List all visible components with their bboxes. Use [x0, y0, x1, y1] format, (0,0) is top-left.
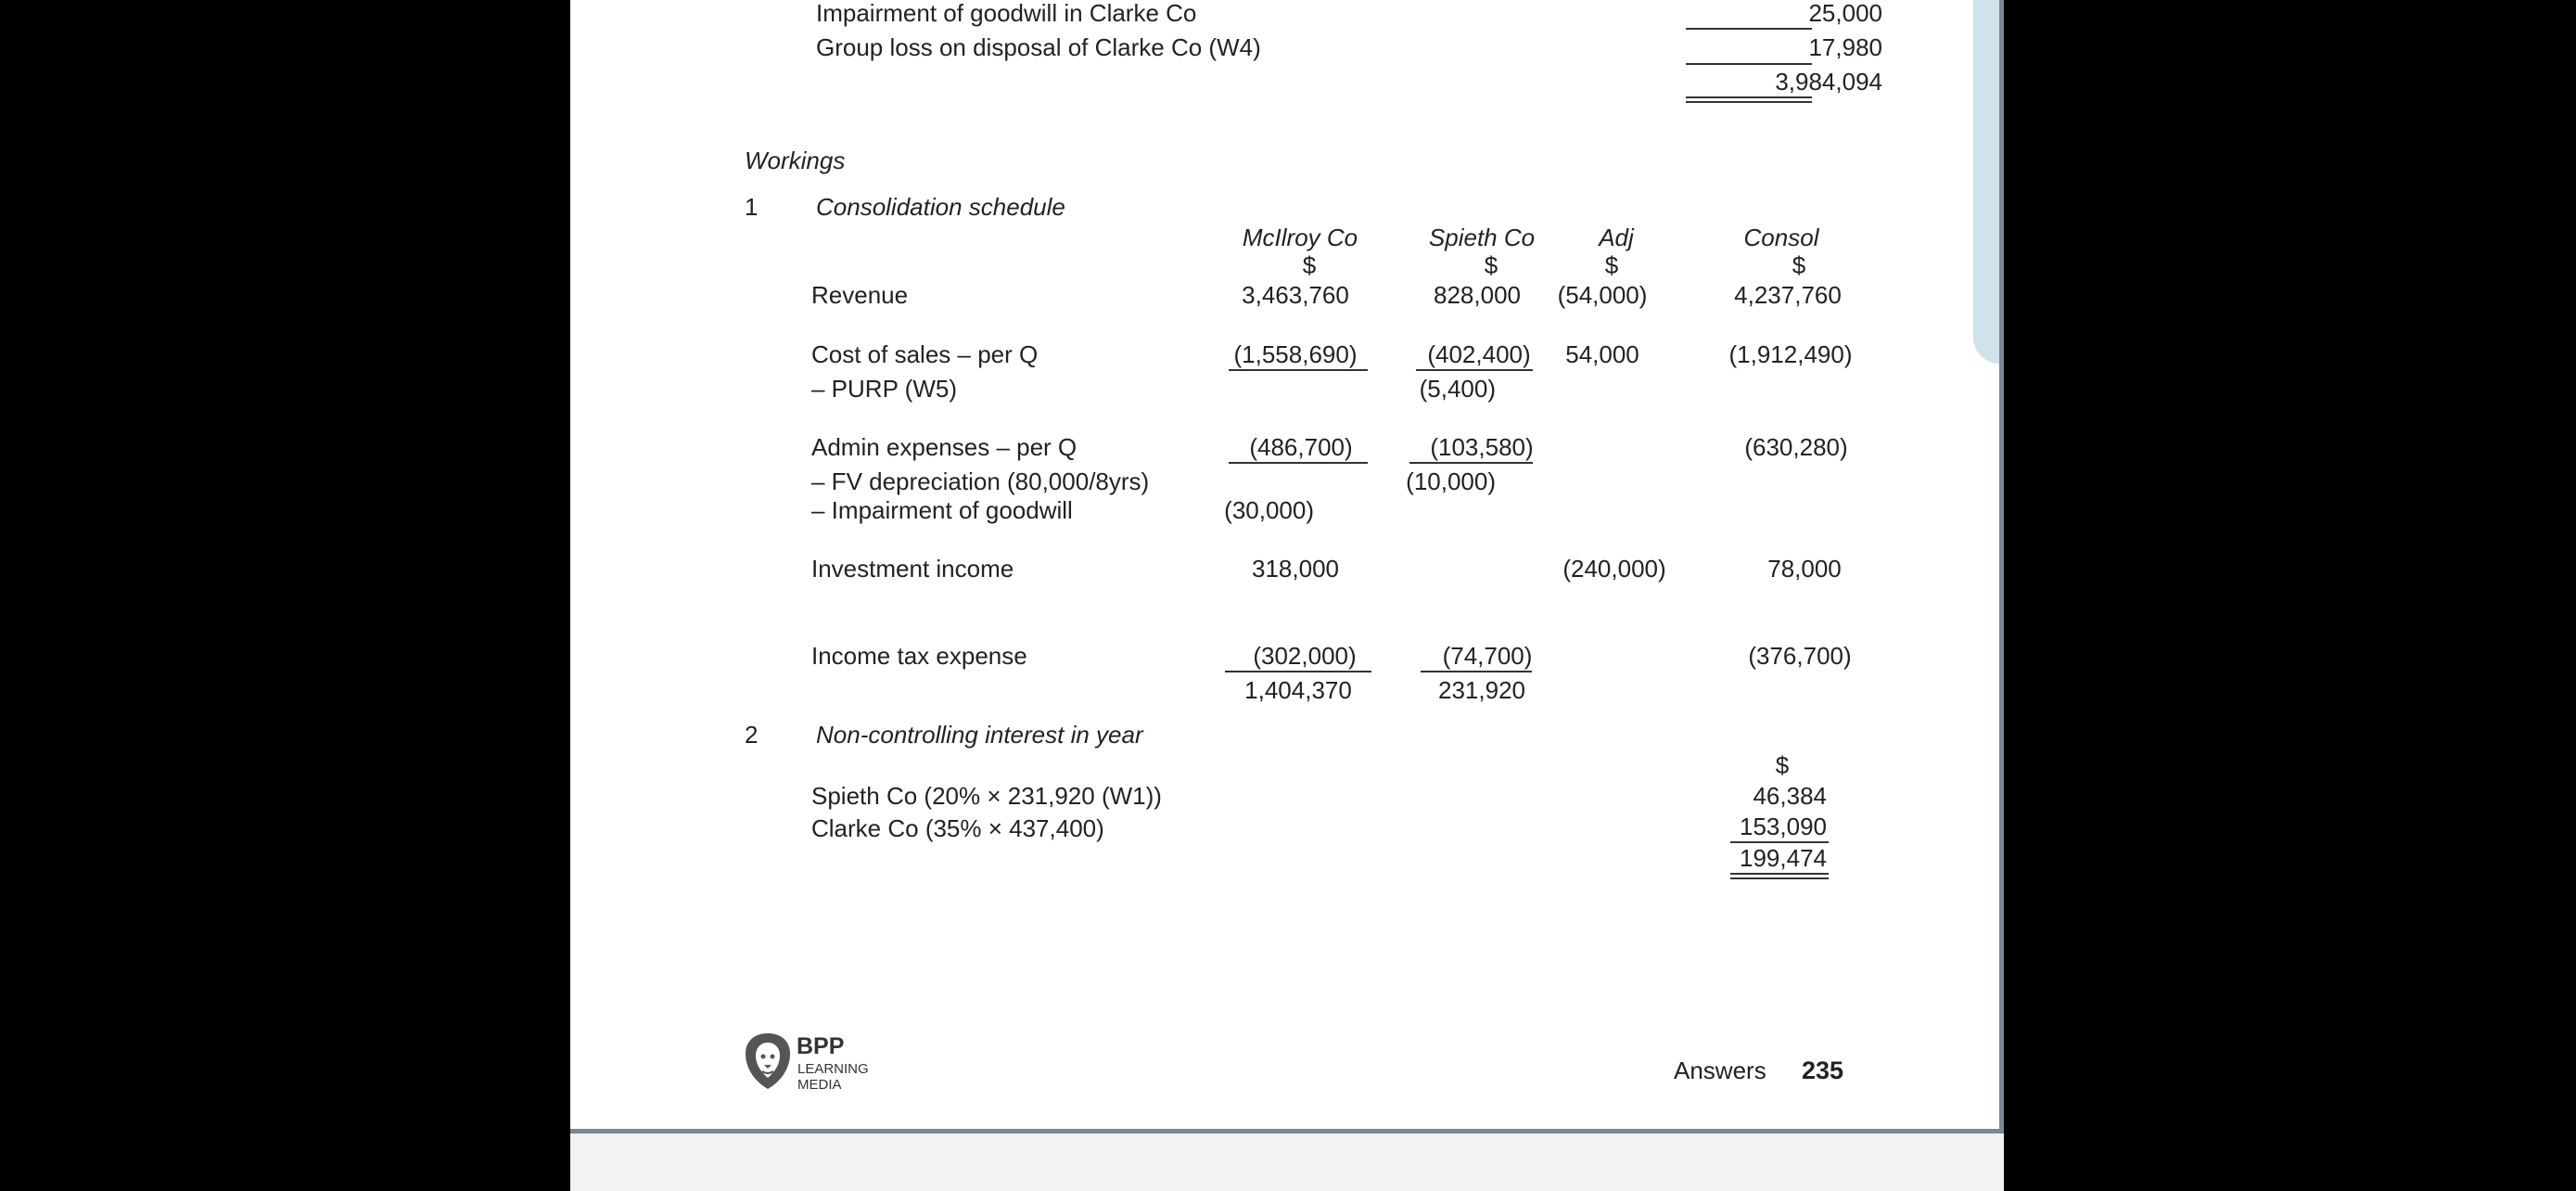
cell: (30,000)	[1224, 496, 1314, 524]
workings-heading: Workings	[745, 147, 846, 174]
row-label: Spieth Co (20% × 231,920 (W1))	[811, 782, 1162, 810]
cell: 3,463,760	[1242, 281, 1349, 309]
row-label: – FV depreciation (80,000/8yrs)	[811, 467, 1150, 495]
row-label: Investment income	[811, 555, 1014, 583]
w1-title: Consolidation schedule	[816, 193, 1065, 221]
cell: 4,237,760	[1734, 281, 1842, 309]
double-underline	[1730, 873, 1829, 879]
row-label: Revenue	[811, 281, 909, 309]
currency-label: $	[1792, 251, 1806, 279]
row-label: – Impairment of goodwill	[811, 496, 1073, 524]
nci-value: 46,384	[1753, 782, 1827, 810]
cell: 828,000	[1434, 281, 1521, 309]
nci-value: 153,090	[1740, 813, 1827, 840]
side-tab-decoration	[1973, 0, 1999, 364]
underline	[1686, 28, 1812, 30]
row-label: Income tax expense	[811, 642, 1027, 670]
currency-label: $	[1484, 251, 1498, 279]
page-under-area	[570, 1133, 2004, 1191]
underline	[1229, 369, 1368, 371]
column-header-adj: Adj	[1599, 224, 1634, 251]
column-header-consol: Consol	[1743, 224, 1819, 251]
top-row-value: 17,980	[1808, 33, 1882, 61]
underline	[1686, 63, 1812, 65]
cell: 318,000	[1252, 555, 1339, 583]
underline	[1409, 462, 1533, 464]
row-label: Admin expenses – per Q	[811, 433, 1078, 461]
cell: (376,700)	[1748, 642, 1852, 670]
logo-line1: LEARNING	[797, 1061, 869, 1077]
top-total: 3,984,094	[1775, 68, 1882, 96]
underline	[1421, 671, 1532, 672]
currency-label: $	[1775, 751, 1790, 779]
cell: (103,580)	[1430, 433, 1534, 461]
cell: (302,000)	[1253, 642, 1357, 670]
currency-label: $	[1604, 251, 1619, 279]
cell: (10,000)	[1406, 467, 1496, 495]
cell: (486,700)	[1249, 433, 1353, 461]
column-total: 1,404,370	[1244, 676, 1352, 704]
document-page	[570, 0, 2004, 1133]
column-header-spieth: Spieth Co	[1428, 224, 1536, 251]
column-header-mcilroy: McIlroy Co	[1242, 224, 1358, 251]
double-underline	[1686, 96, 1812, 103]
w2-number: 2	[745, 721, 759, 749]
logo-brand: BPP	[797, 1033, 845, 1059]
underline	[1416, 369, 1533, 371]
cell: (74,700)	[1442, 642, 1533, 670]
cell: 78,000	[1767, 555, 1842, 583]
nci-total: 199,474	[1740, 844, 1827, 872]
cell: (240,000)	[1562, 555, 1666, 583]
top-row-label: Impairment of goodwill in Clarke Co	[816, 0, 1197, 27]
cell: (1,558,690)	[1233, 340, 1358, 368]
cell: (630,280)	[1744, 433, 1848, 461]
row-label: Cost of sales – per Q	[811, 340, 1039, 368]
currency-label: $	[1302, 251, 1317, 279]
column-total: 231,920	[1438, 676, 1525, 704]
cell: 54,000	[1565, 340, 1639, 368]
w1-number: 1	[745, 193, 759, 221]
cell: (402,400)	[1427, 340, 1531, 368]
underline	[1229, 462, 1368, 464]
lion-head-icon	[742, 1031, 794, 1091]
row-label: – PURP (W5)	[811, 375, 957, 403]
page-number: 235	[1802, 1057, 1844, 1084]
underline	[1225, 671, 1371, 672]
top-row-label: Group loss on disposal of Clarke Co (W4)	[816, 33, 1261, 61]
cell: (54,000)	[1557, 281, 1648, 309]
footer-section-label: Answers	[1674, 1057, 1766, 1084]
logo-line2: MEDIA	[797, 1077, 842, 1093]
bpp-logo	[742, 1031, 899, 1096]
cell: (5,400)	[1419, 375, 1496, 403]
cell: (1,912,490)	[1728, 340, 1853, 368]
w2-title: Non-controlling interest in year	[816, 721, 1143, 749]
top-row-value: 25,000	[1808, 0, 1882, 27]
row-label: Clarke Co (35% × 437,400)	[811, 814, 1104, 842]
